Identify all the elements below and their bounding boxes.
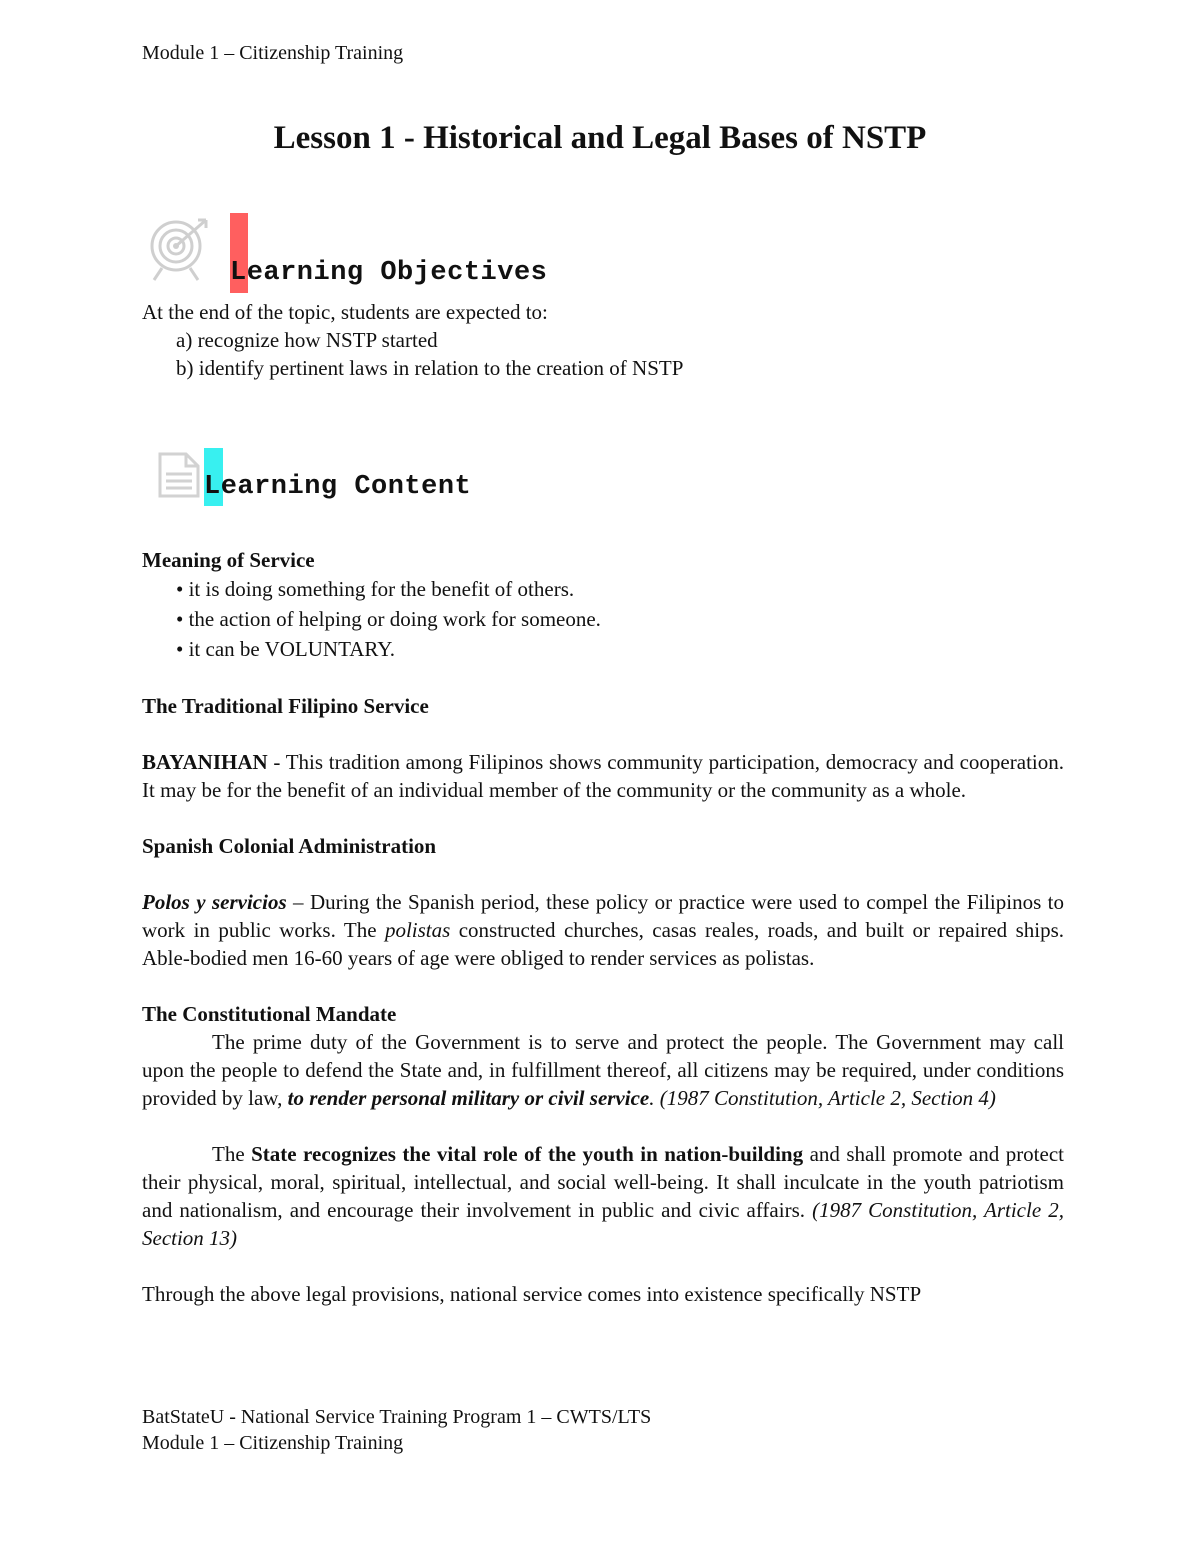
objectives-intro: At the end of the topic, students are expected to:	[142, 300, 548, 324]
list-item: • it is doing something for the benefit of others.	[176, 577, 575, 601]
page-footer	[142, 1404, 651, 1456]
footer-line: BatStateU - National Service Training Program 1 – CWTS/LTS	[142, 1406, 652, 1428]
objectives-list	[176, 326, 683, 382]
meaning-bullets	[176, 574, 1064, 664]
objectives-heading: Learning Objectives	[230, 258, 548, 288]
polos-paragraph: Polos y servicios – During the Spanish period, these policy or practice were used to compel the Filipinos to work in public works. The polistas constructed churches, casas reales, roads, and built or repaired ships. Able-bodied men 16-60 years of age were obliged to render services as polistas.	[142, 890, 1064, 970]
target-icon	[146, 216, 212, 282]
traditional-heading: The Traditional Filipino Service	[142, 694, 429, 718]
learning-content	[142, 546, 1064, 1308]
spanish-heading: Spanish Colonial Administration	[142, 834, 437, 858]
document-icon	[156, 450, 202, 500]
bayanihan-paragraph: BAYANIHAN - This tradition among Filipinos shows community participation, democracy and cooperation. It may be for the benefit of an individual member of the community or the community as a whole.	[142, 750, 1064, 802]
list-item: • the action of helping or doing work for someone.	[176, 607, 601, 631]
constitution-section4-paragraph: The prime duty of the Government is to serve and protect the people. The Government may call upon the people to defend the State and, in fulfillment thereof, all citizens may be required, under conditions provided by law, to render personal military or civil service. (1987 Constitution, Article 2, Section 4)	[142, 1030, 1064, 1110]
polos-term: Polos y servicios	[142, 890, 287, 914]
constitutional-heading: The Constitutional Mandate	[142, 1002, 397, 1026]
constitution-section13-paragraph: The State recognizes the vital role of the youth in nation-building and shall promote and protect their physical, moral, spiritual, intellectual, and social well-being. It shall inculcate in the youth patriotism and nationalism, and encourage their involvement in public and civic affairs. (1987 Constitution, Article 2, Section 13)	[142, 1142, 1064, 1250]
footer-line: Module 1 – Citizenship Training	[142, 1432, 404, 1454]
page-title: Lesson 1 - Historical and Legal Bases of NSTP	[273, 120, 927, 156]
bayanihan-term: BAYANIHAN	[142, 750, 268, 774]
list-item: • it can be VOLUNTARY.	[176, 637, 395, 661]
closing-paragraph: Through the above legal provisions, national service comes into existence specifically NSTP	[142, 1282, 922, 1306]
list-item: b) identify pertinent laws in relation to the creation of NSTP	[176, 356, 684, 380]
list-item: a) recognize how NSTP started	[176, 328, 438, 352]
content-heading: Learning Content	[204, 472, 472, 502]
meaning-heading: Meaning of Service	[142, 548, 315, 572]
page-header: Module 1 – Citizenship Training	[142, 42, 404, 64]
